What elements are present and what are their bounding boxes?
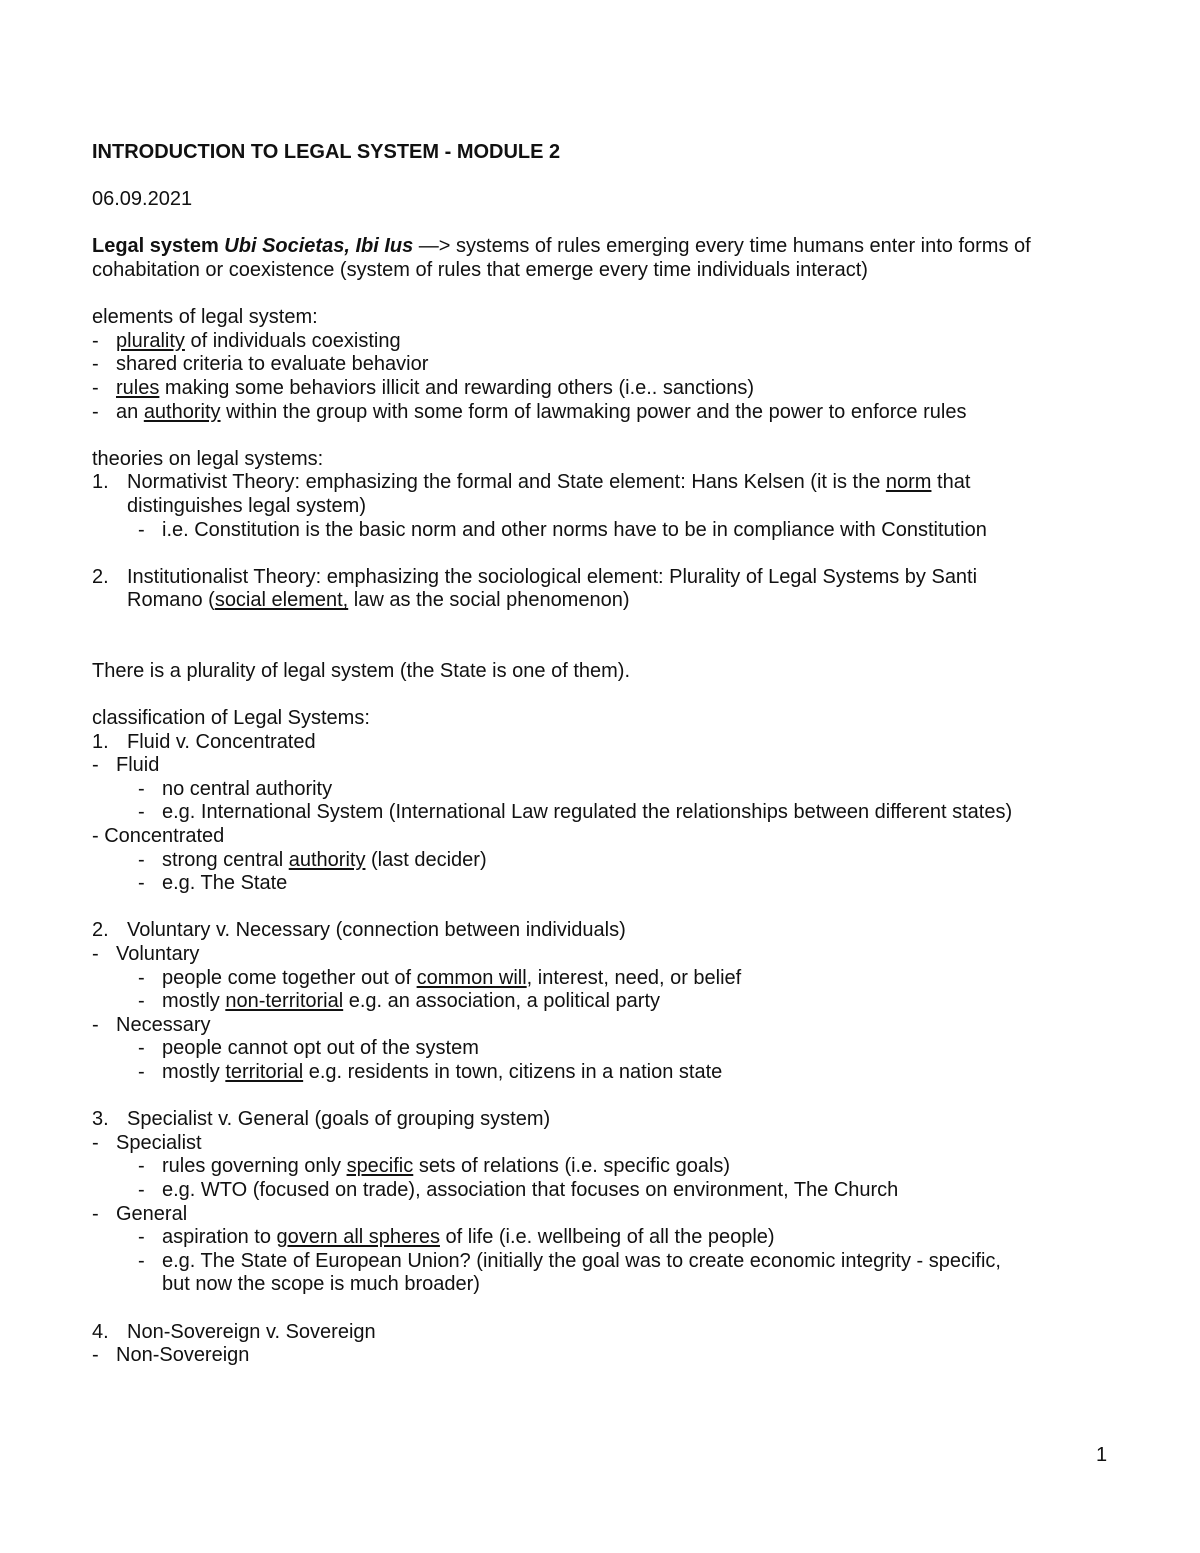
theory-normativist-sub: - i.e. Constitution is the basic norm and other norms have to be in compliance with Constitution	[92, 519, 1122, 543]
classification-3-gen-a: - aspiration to govern all spheres of life (i.e. wellbeing of all the people)	[92, 1226, 1122, 1250]
classification-2-voluntary: - Voluntary	[92, 943, 1122, 967]
classification-1-conc-a: - strong central authority (last decider)	[92, 849, 1122, 873]
classification-2-necessary: - Necessary	[92, 1014, 1122, 1038]
document-title: INTRODUCTION TO LEGAL SYSTEM - MODULE 2	[92, 141, 561, 163]
classification-3-spec-b: - e.g. WTO (focused on trade), association that focuses on environment, The Church	[92, 1179, 1122, 1203]
classification-3-general: - General	[92, 1203, 1122, 1227]
theory-normativist: 1. Normativist Theory: emphasizing the formal and State element: Hans Kelsen (it is the norm that	[92, 471, 971, 494]
classification-2-nec-a: - people cannot opt out of the system	[92, 1037, 1122, 1061]
theory-institutionalist: 2. Institutionalist Theory: emphasizing the sociological element: Plurality of Legal Systems by Santi	[92, 565, 978, 588]
elements-heading: elements of legal system:	[92, 306, 318, 329]
classification-1-concentrated: - Concentrated	[92, 825, 225, 848]
classification-4-title: 4. Non-Sovereign v. Sovereign	[92, 1320, 376, 1343]
intro-bold: Legal system	[92, 235, 225, 258]
theory-institutionalist-line2: Romano (social element, law as the social phenomenon)	[127, 589, 630, 612]
classification-1-fluid-a: - no central authority	[92, 778, 1122, 802]
elements-item-criteria: - shared criteria to evaluate behavior	[92, 353, 1122, 377]
classification-1-conc-b: - e.g. The State	[92, 872, 1122, 896]
classification-2-vol-b: - mostly non-territorial e.g. an association, a political party	[92, 990, 1122, 1014]
plurality-note: There is a plurality of legal system (the State is one of them).	[92, 659, 631, 682]
intro-latin-maxim: Ubi Societas, Ibi Ius	[224, 235, 414, 258]
classification-heading: classification of Legal Systems:	[92, 707, 370, 730]
classification-2-nec-b: - mostly territorial e.g. residents in town, citizens in a nation state	[92, 1061, 1122, 1085]
theories-heading: theories on legal systems:	[92, 447, 324, 470]
classification-2-title: 2. Voluntary v. Necessary (connection between individuals)	[92, 919, 626, 942]
elements-item-authority: - an authority within the group with some form of lawmaking power and the power to enforce rules	[92, 401, 1122, 425]
classification-1-fluid: - Fluid	[92, 754, 1122, 778]
classification-1-title: 1. Fluid v. Concentrated	[92, 730, 316, 753]
classification-2-vol-a: - people come together out of common will, interest, need, or belief	[92, 967, 1122, 991]
elements-item-rules: - rules making some behaviors illicit and rewarding others (i.e.. sanctions)	[92, 377, 1122, 401]
intro-line-1	[92, 235, 1122, 259]
intro-line-2: cohabitation or coexistence (system of rules that emerge every time individuals interact)	[92, 258, 868, 281]
classification-3-gen-b: - e.g. The State of European Union? (initially the goal was to create economic integrity - specific,	[92, 1250, 1122, 1274]
intro-rest: —> systems of rules emerging every time humans enter into forms of	[413, 235, 1031, 258]
theory-normativist-line2: distinguishes legal system)	[127, 494, 366, 517]
elements-item-plurality: - plurality of individuals coexisting	[92, 330, 1122, 354]
document-body	[92, 141, 1122, 1368]
page-number: 1	[1096, 1444, 1108, 1466]
classification-3-gen-b-line2: but now the scope is much broader)	[162, 1273, 480, 1296]
classification-1-fluid-b: - e.g. International System (International Law regulated the relationships between different states)	[92, 801, 1122, 825]
document-date: 06.09.2021	[92, 188, 193, 211]
classification-4-non-sovereign: - Non-Sovereign	[92, 1344, 1122, 1368]
classification-3-spec-a: - rules governing only specific sets of relations (i.e. specific goals)	[92, 1155, 1122, 1179]
classification-3-specialist: - Specialist	[92, 1132, 1122, 1156]
classification-3-title: 3. Specialist v. General (goals of grouping system)	[92, 1108, 551, 1131]
